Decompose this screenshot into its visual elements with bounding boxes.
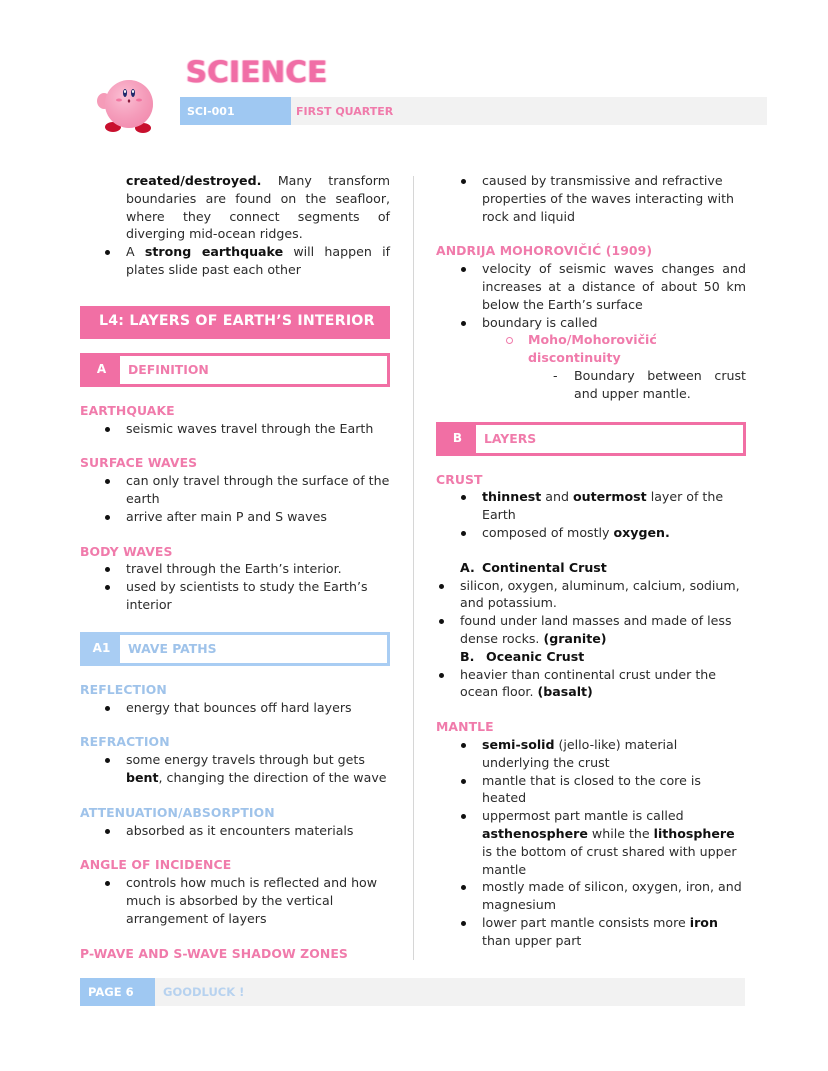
bold-term: iron bbox=[689, 914, 718, 930]
section-header-wave-paths bbox=[80, 632, 390, 666]
bullet-list bbox=[436, 260, 746, 331]
section-tag: A bbox=[83, 356, 120, 384]
bold-term: oxygen. bbox=[613, 524, 670, 540]
text: will happen if plates slide past each other bbox=[126, 244, 390, 277]
term-label-earthquake: EARTHQUAKE bbox=[80, 402, 175, 418]
bullet-list bbox=[436, 488, 746, 541]
bullet-list bbox=[436, 736, 746, 950]
list-item: arrive after main P and S waves bbox=[80, 508, 390, 526]
list-letter: A. bbox=[460, 559, 475, 575]
list-item bbox=[436, 807, 746, 878]
bullet-list bbox=[80, 874, 390, 927]
text: uppermost part mantle is called bbox=[482, 808, 684, 824]
paragraph-text: Many transform boundaries are found on the seafloor, where they connect segments of diverging mid-ocean ridges. bbox=[126, 173, 390, 242]
list-item: silicon, oxygen, aluminum, calcium, sodium, and potassium. bbox=[414, 577, 746, 613]
quarter-label: FIRST QUARTER bbox=[296, 104, 394, 118]
bullet-list bbox=[80, 472, 390, 525]
text: is the bottom of crust shared with upper mantle bbox=[482, 843, 737, 877]
term-label-mohorovicic: ANDRIJA MOHOROVIČIĆ (1909) bbox=[436, 243, 653, 259]
page-number: PAGE 6 bbox=[80, 978, 155, 1006]
text: , changing the direction of the wave bbox=[158, 769, 387, 785]
list-item: energy that bounces off hard layers bbox=[80, 699, 390, 717]
bold-term: created/destroyed. bbox=[126, 173, 262, 188]
text: heavier than continental crust under the ocean floor. bbox=[460, 666, 717, 700]
text: while the bbox=[587, 825, 654, 841]
bullet-list bbox=[414, 577, 746, 648]
text: some energy travels through but gets bbox=[126, 752, 365, 768]
text: found under land masses and made of less dense rocks. bbox=[460, 613, 732, 646]
section-name: LAYERS bbox=[484, 430, 537, 446]
list-item bbox=[436, 524, 746, 542]
kirby-mascot-image bbox=[97, 78, 159, 134]
term-label-reflection: REFLECTION bbox=[80, 681, 167, 697]
term-label-crust: CRUST bbox=[436, 471, 483, 487]
text: and bbox=[541, 489, 573, 505]
bold-term: asthenosphere bbox=[482, 825, 588, 841]
list-item: used by scientists to study the Earth’s interior bbox=[80, 578, 390, 614]
bullet-list bbox=[414, 666, 746, 702]
text: composed of mostly bbox=[482, 524, 614, 540]
text: lower part mantle consists more bbox=[482, 914, 690, 930]
lesson-heading: L4: LAYERS OF EARTH’S INTERIOR bbox=[80, 306, 390, 339]
list-item: caused by transmissive and refractive properties of the waves interacting with rock and liquid bbox=[436, 172, 746, 225]
bold-term: thinnest bbox=[482, 489, 542, 505]
list-item: travel through the Earth’s interior. bbox=[80, 560, 390, 578]
text: than upper part bbox=[482, 932, 582, 948]
course-code: SCI-001 bbox=[180, 97, 291, 125]
bold-term: lithosphere bbox=[653, 825, 735, 841]
continuation-paragraph bbox=[80, 172, 390, 243]
footer-message: GOODLUCK ! bbox=[163, 985, 245, 999]
list-item bbox=[436, 488, 746, 524]
bullet-list bbox=[80, 420, 390, 438]
section-header-layers bbox=[436, 422, 746, 456]
list-item: mostly made of silicon, oxygen, iron, and magnesium bbox=[436, 878, 746, 914]
text: A bbox=[126, 244, 145, 260]
bullet-list bbox=[80, 822, 390, 840]
left-column bbox=[80, 172, 390, 962]
bullet-list bbox=[80, 560, 390, 613]
bold-term: semi-solid bbox=[482, 736, 555, 752]
section-tag: B bbox=[439, 425, 476, 453]
text: layer of the Earth bbox=[482, 489, 724, 523]
list-item bbox=[80, 751, 390, 787]
list-item bbox=[436, 736, 746, 772]
bullet-list bbox=[80, 243, 390, 279]
list-item bbox=[414, 666, 746, 702]
list-item bbox=[414, 612, 746, 648]
list-item bbox=[80, 243, 390, 279]
section-header-definition bbox=[80, 353, 390, 387]
header-bar bbox=[180, 97, 767, 125]
bullet-list bbox=[436, 172, 746, 225]
bullet-list bbox=[80, 751, 390, 787]
page-title: SCIENCE bbox=[186, 55, 328, 89]
bold-term: strong earthquake bbox=[144, 244, 284, 260]
section-tag: A1 bbox=[83, 635, 120, 663]
list-item: can only travel through the surface of the earth bbox=[80, 472, 390, 508]
term-label-refraction: REFRACTION bbox=[80, 734, 170, 750]
list-item: mantle that is closed to the core is heated bbox=[436, 772, 746, 808]
list-item: velocity of seismic waves changes and increases at a distance of about 50 km below the Earth’s surface bbox=[436, 260, 746, 313]
list-item: boundary is called bbox=[436, 314, 746, 332]
subheading-continental-crust bbox=[436, 559, 746, 577]
column-divider bbox=[413, 176, 414, 960]
term-label-attenuation: ATTENUATION/ABSORPTION bbox=[80, 804, 275, 820]
bold-term: bent bbox=[126, 769, 159, 785]
bold-term: outermost bbox=[573, 489, 647, 505]
list-item: seismic waves travel through the Earth bbox=[80, 420, 390, 438]
section-name: DEFINITION bbox=[128, 361, 209, 377]
term-label-body-waves: BODY WAVES bbox=[80, 543, 173, 559]
list-letter: B. bbox=[460, 648, 475, 664]
subheading-oceanic-crust bbox=[436, 648, 746, 666]
term-label-angle-of-incidence: ANGLE OF INCIDENCE bbox=[80, 857, 232, 873]
subheading-text: Continental Crust bbox=[482, 559, 607, 575]
sub-sub-list-item: - Boundary between crust and upper mantle. bbox=[436, 367, 746, 403]
term-label-surface-waves: SURFACE WAVES bbox=[80, 455, 198, 471]
right-column bbox=[436, 172, 746, 949]
list-item: absorbed as it encounters materials bbox=[80, 822, 390, 840]
bold-term: (basalt) bbox=[537, 684, 593, 700]
bold-term: (granite) bbox=[543, 630, 607, 646]
list-item: controls how much is reflected and how much is absorbed by the vertical arrangement of layers bbox=[80, 874, 390, 927]
term-label-shadow-zones: P-WAVE AND S-WAVE SHADOW ZONES bbox=[80, 945, 348, 961]
bullet-list bbox=[80, 699, 390, 717]
sub-list-item: Moho/Mohorovičić discontinuity bbox=[436, 331, 746, 367]
text: (jello-like) material underlying the crust bbox=[482, 736, 678, 770]
subheading-text: Oceanic Crust bbox=[486, 648, 585, 664]
term-label-mantle: MANTLE bbox=[436, 719, 494, 735]
footer-bar bbox=[80, 978, 745, 1006]
section-name: WAVE PATHS bbox=[128, 640, 217, 656]
list-item bbox=[436, 914, 746, 950]
